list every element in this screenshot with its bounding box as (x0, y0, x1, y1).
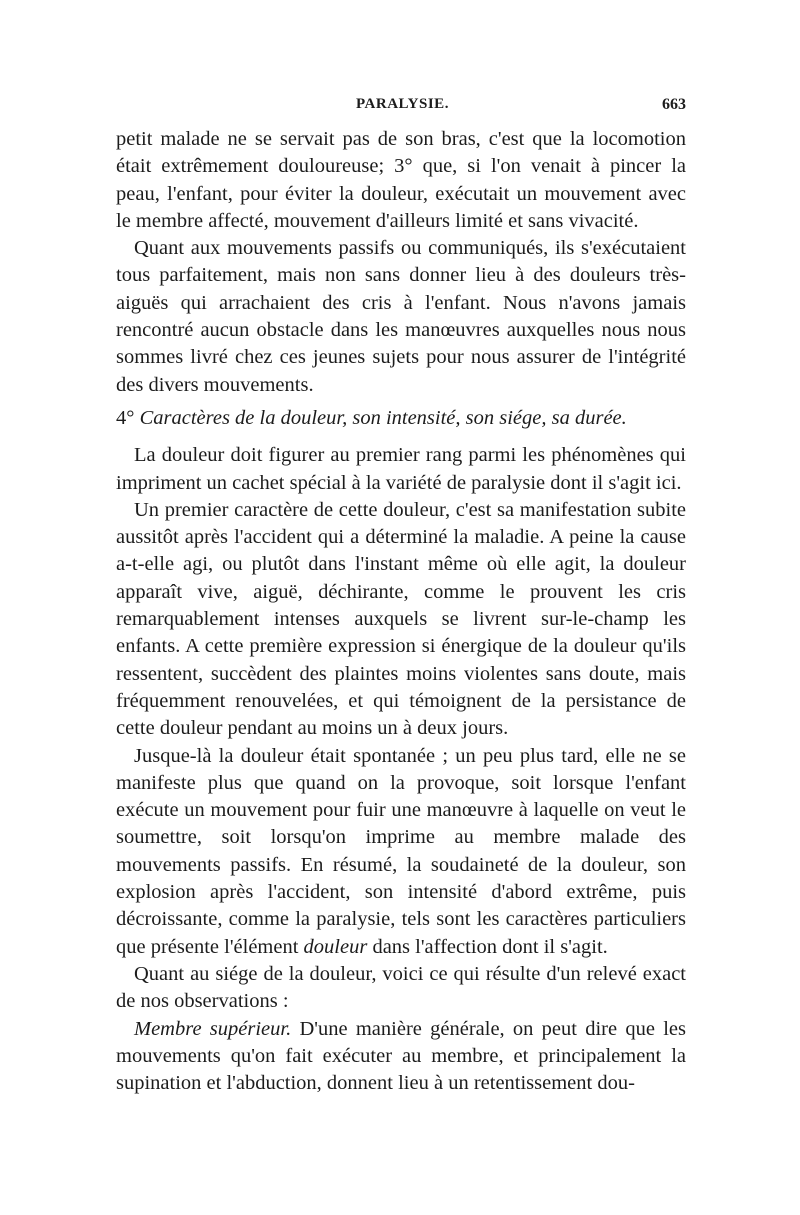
paragraph-4: Un premier caractère de cette douleur, c'est sa manifestation subite aussitôt après l'accident qui a déterminé la maladie. A peine la cause a-t-elle agi, ou plutôt dans l'instant même où elle agit, la douleur apparaît vive, aiguë, déchirante, comme le prouvent les cris remarquablement intenses auxquels se livrent sur-le-champ les enfants. A cette première expression si énergique de la douleur qu'ils ressentent, succèdent des plaintes moins violentes sans doute, mais fréquemment renouvelées, et qui témoignent de la persistance de cette douleur pendant au moins un à deux jours. (116, 498, 686, 740)
paragraph-6: Quant au siége de la douleur, voici ce qui résulte d'un relevé exact de nos observations : (116, 962, 686, 1013)
paragraph-7-text: D'une manière générale, on peut dire que les mouvements qu'on fait exécuter au membre, et principalement la supination et l'abduction, donnent lieu à un retentissement dou- (116, 1017, 686, 1095)
running-title: PARALYSIE. (356, 96, 449, 112)
page-number: 663 (662, 96, 686, 113)
running-head (116, 96, 686, 126)
section-heading (116, 405, 686, 432)
paragraph-5-emphasis: douleur (303, 935, 368, 958)
paragraph-5 (116, 743, 686, 961)
paragraph-5-text-b: dans l'affection dont il s'agit. (372, 935, 608, 958)
paragraph-7-run-in-heading: Membre supérieur. (134, 1017, 292, 1040)
section-heading-number: 4° (116, 406, 135, 429)
paragraph-5-text-a: Jusque-là la douleur était spontanée ; un peu plus tard, elle ne se manifeste plus que quand on la provoque, soit lorsque l'enfant exécute un mouvement pour fuir une manœuvre à laquelle on veut le soumettre, soit lorsqu'on imprime au membre malade des mouvements passifs. En résumé, la soudaineté de la douleur, son explosion après l'accident, son intensité d'abord extrême, puis décroissante, comme la paralysie, tels sont les caractères particuliers que présente l'élément (116, 744, 686, 958)
section-heading-text: Caractères de la douleur, son intensité, son siége, sa durée. (139, 406, 627, 429)
paragraph-1: petit malade ne se servait pas de son bras, c'est que la locomotion était extrêmement douloureuse; 3° que, si l'on venait à pincer la peau, l'enfant, pour éviter la douleur, exécutait un mouvement avec le membre affecté, mouvement d'ailleurs limité et sans vivacité. (116, 128, 686, 232)
body-text (116, 126, 686, 1097)
paragraph-3: La douleur doit figurer au premier rang parmi les phénomènes qui impriment un cachet spécial à la variété de paralysie dont il s'agit ici. (116, 444, 686, 494)
paragraph-2: Quant aux mouvements passifs ou communiqués, ils s'exécutaient tous parfaitement, mais non sans donner lieu à des douleurs très-aiguës qui arrachaient des cris à l'enfant. Nous n'avons jamais rencontré aucun obstacle dans les manœuvres auxquelles nous nous sommes livré chez ces jeunes sujets pour nous assurer de l'intégrité des divers mouvements. (116, 237, 686, 396)
paragraph-7 (116, 1016, 686, 1098)
